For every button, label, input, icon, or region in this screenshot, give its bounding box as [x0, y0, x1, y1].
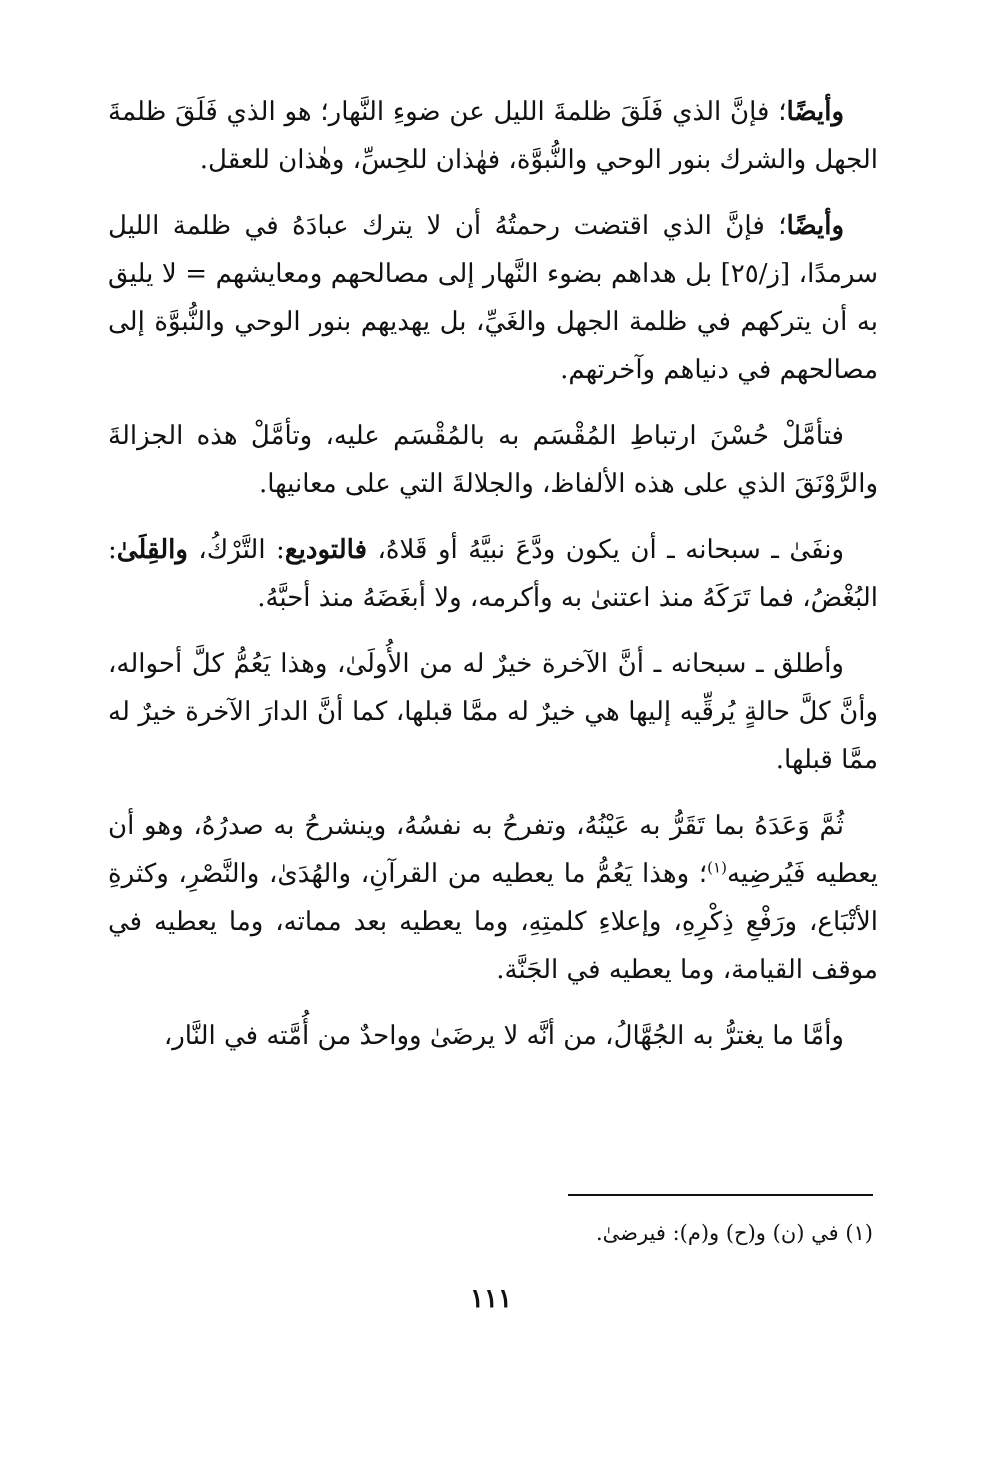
term-tawdi: فالتوديع — [284, 535, 368, 565]
footnote: (١) في (ن) و(ح) و(م): فيرضىٰ. — [595, 1221, 873, 1245]
main-text — [108, 88, 878, 1078]
paragraph-text: ونفَىٰ ـ سبحانه ـ أن يكون ودَّعَ نبيَّهُ أو قَلاهُ، — [377, 535, 845, 565]
paragraph-6 — [108, 802, 878, 994]
paragraph-text: ؛ فإنَّ الذي اقتضت رحمتُهُ أن لا يترك عبادَهُ في ظلمة الليل سرمدًا، [ز/٢٥] بل هداهم بضوء النَّهار إلى مصالحهم ومعايشهم = لا يليق به أن يتركهم في ظلمة الجهل والغَيِّ، بل يهديهم بنور الوحي والنُّبوَّة إلى مصالحهم في دنياهم وآخرتهم. — [108, 211, 878, 385]
page-number: ١١١ — [470, 1284, 512, 1314]
paragraph-text: ؛ فإنَّ الذي فَلَقَ ظلمةَ الليل عن ضوءِ النَّهار؛ هو الذي فَلَقَ ظلمةَ الجهل والشرك بنور الوحي والنُّبوَّة، فهٰذان للحِسِّ، وهٰذان للعقل. — [108, 97, 878, 175]
paragraph-text: وأمَّا ما يغترُّ به الجُهَّالُ، من أنَّه لا يرضَىٰ وواحدٌ من أُمَّته في النَّار، — [163, 1021, 844, 1051]
paragraph-2 — [108, 202, 878, 394]
paragraph-text: ثُمَّ وَعَدَهُ بما تَقَرُّ به عَيْنُهُ، وتفرحُ به نفسُهُ، وينشرحُ به صدرُهُ، وهو أن يعطيه فَيُرضِيه — [108, 811, 879, 889]
paragraph-1 — [108, 88, 878, 184]
paragraph-text: : التَّرْكُ، — [198, 535, 285, 565]
paragraph-text: : البُغْضُ، فما تَرَكَهُ منذ اعتنىٰ به وأكرمه، ولا أبغَضَهُ منذ أحبَّهُ. — [108, 535, 878, 613]
paragraph-4 — [108, 526, 878, 622]
footnote-divider — [568, 1194, 873, 1196]
paragraph-lead: وأيضًا — [786, 211, 844, 241]
paragraph-3 — [108, 412, 878, 508]
footnote-reference[interactable]: (١) — [707, 858, 727, 877]
paragraph-7 — [108, 1012, 878, 1060]
paragraph-text: فتأمَّلْ حُسْنَ ارتباطِ المُقْسَم به بالمُقْسَم عليه، وتأمَّلْ هذه الجزالةَ والرَّوْنَقَ الذي على هذه الألفاظ، والجلالةَ التي على معانيها. — [108, 421, 878, 499]
paragraph-5 — [108, 640, 878, 784]
paragraph-text: وأطلق ـ سبحانه ـ أنَّ الآخرة خيرٌ له من الأُولَىٰ، وهذا يَعُمُّ كلَّ أحواله، وأنَّ كلَّ حالةٍ يُرقِّيه إليها هي خيرٌ له ممَّا قبلها، كما أنَّ الدارَ الآخرة خيرٌ له ممَّا قبلها. — [108, 649, 878, 775]
paragraph-lead: وأيضًا — [786, 97, 844, 127]
term-qila: والقِلَىٰ — [116, 535, 188, 565]
paragraph-text: ؛ وهذا يَعُمُّ ما يعطيه من القرآنِ، والهُدَىٰ، والنَّصْرِ، وكثرةِ الأتْبَاع، ورَفْعِ ذِكْرِهِ، وإعلاءِ كلمتِهِ، وما يعطيه بعد مماته، وما يعطيه في موقف القيامة، وما يعطيه في الجَنَّة. — [108, 859, 878, 985]
